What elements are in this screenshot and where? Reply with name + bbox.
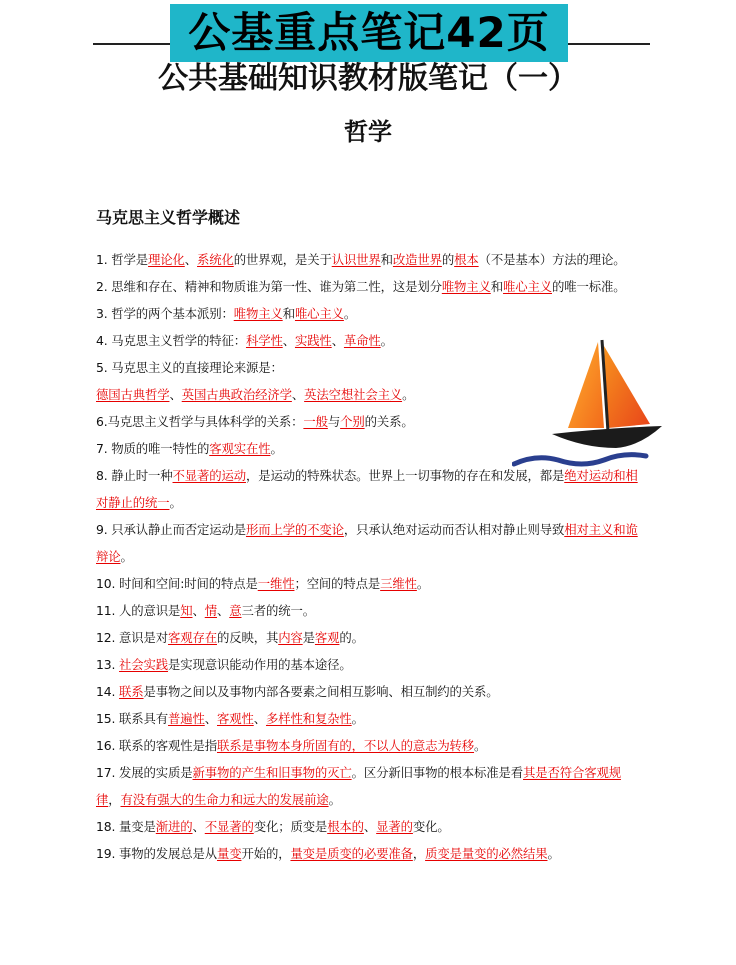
note-text: 、: [282, 333, 295, 348]
keyword-highlight: 理论化: [148, 252, 185, 267]
keyword-highlight: 联系是事物本身所固有的，不以人的意志为转移: [216, 738, 475, 753]
note-text: 、: [253, 711, 266, 726]
keyword-highlight: 量变是质变的必要准备: [290, 846, 413, 861]
note-text: 、: [169, 387, 182, 402]
keyword-highlight: 英国古典政治经济学: [181, 387, 292, 402]
note-text: 变化；质变是: [253, 819, 328, 834]
note-text: 是事物之间以及事物内部各要素之间相互影响、相互制约的关系。: [143, 684, 499, 699]
keyword-highlight: 根本的: [327, 819, 364, 834]
note-text: 。: [169, 495, 182, 510]
note-text: 的唯一标准。: [552, 279, 626, 294]
keyword-highlight: 客观实在性: [209, 441, 271, 456]
note-text: 14.: [96, 684, 120, 699]
keyword-highlight: 英法空想社会主义: [304, 387, 403, 402]
note-text: 。: [416, 576, 430, 591]
note-text: 开始的，: [241, 846, 291, 861]
note-text: 是: [302, 630, 315, 645]
note-item: [96, 597, 644, 624]
note-text: 、: [184, 252, 198, 267]
keyword-highlight: 意: [229, 603, 242, 618]
note-item: [96, 570, 644, 597]
note-text: 7. 物质的唯一特性的: [96, 441, 210, 456]
note-item: [96, 246, 644, 273]
note-text: 9. 只承认静止而否定运动是: [96, 522, 246, 537]
keyword-highlight: 唯物主义: [441, 279, 491, 294]
keyword-highlight: 唯心主义: [503, 279, 552, 294]
page-subtitle: 哲学: [344, 118, 392, 146]
keyword-highlight: 一般: [303, 414, 328, 429]
note-text: 、: [192, 819, 205, 834]
keyword-highlight: 客观: [314, 630, 340, 645]
keyword-highlight: 个别: [340, 414, 365, 429]
keyword-highlight: 科学性: [245, 333, 283, 348]
note-text: 10. 时间和空间:时间的特点是: [96, 576, 258, 591]
section-title: 马克思主义哲学概述: [96, 208, 241, 227]
note-text: 。: [328, 792, 341, 807]
note-item: [96, 624, 644, 651]
note-text: 三者的统一。: [241, 603, 315, 618]
keyword-highlight: 情: [204, 603, 217, 618]
keyword-highlight: 德国古典哲学: [96, 387, 170, 402]
note-item: [96, 651, 644, 678]
note-text: 3. 哲学的两个基本派别：: [96, 306, 234, 321]
note-text: 的: [441, 252, 455, 267]
note-item: [96, 813, 644, 840]
keyword-highlight: 唯物主义: [233, 306, 283, 321]
note-text: 、: [363, 819, 377, 834]
keyword-highlight: 其是否符合客观规律: [96, 765, 621, 807]
note-text: 13.: [96, 657, 120, 672]
note-item: [96, 678, 644, 705]
keyword-highlight: 量变: [216, 846, 242, 861]
note-text: 。: [547, 846, 560, 861]
note-item: [96, 732, 644, 759]
keyword-highlight: 改造世界: [392, 252, 442, 267]
keyword-highlight: 显著的: [376, 819, 413, 834]
note-text: 、: [291, 387, 305, 402]
note-item: [96, 300, 644, 327]
note-text: ，是运动的特殊状态。世界上一切事物的存在和发展，都是: [245, 468, 565, 483]
keyword-highlight: 绝对运动和相对静止的统一: [96, 468, 638, 510]
note-text: 15. 联系具有: [96, 711, 169, 726]
page-title: 公共基础知识教材版笔记（一）: [158, 61, 578, 96]
note-text: 。: [474, 738, 487, 753]
note-text: 。: [380, 333, 393, 348]
note-text: ，: [412, 846, 426, 861]
note-text: 、: [192, 603, 205, 618]
promo-banner: 公基重点笔记42页: [170, 4, 568, 62]
note-text: 。区分新旧事物的根本标准是看: [351, 765, 524, 780]
note-text: 是实现意识能动作用的基本途径。: [168, 657, 352, 672]
note-item: [96, 273, 644, 300]
note-text: 18. 量变是: [96, 819, 156, 834]
keyword-highlight: 普遍性: [168, 711, 205, 726]
note-text: 1. 哲学是: [96, 252, 149, 267]
note-text: 、: [204, 711, 217, 726]
note-item: [96, 840, 644, 867]
keyword-highlight: 社会实践: [119, 657, 169, 672]
note-text: 8. 静止时一种: [96, 468, 173, 483]
note-text: 的。: [339, 630, 364, 645]
keyword-highlight: 系统化: [197, 252, 234, 267]
keyword-highlight: 客观性: [217, 711, 254, 726]
note-item: [96, 516, 644, 570]
note-text: 12. 意识是对: [96, 630, 169, 645]
note-text: 。: [402, 387, 415, 402]
note-item: [96, 705, 644, 732]
note-text: 17. 发展的实质是: [96, 765, 193, 780]
keyword-highlight: 革命性: [343, 333, 381, 348]
header-rule-right: [568, 43, 650, 45]
keyword-highlight: 联系: [119, 684, 144, 699]
note-text: （不是基本）方法的理论。: [478, 252, 626, 267]
keyword-highlight: 知: [180, 603, 193, 618]
keyword-highlight: 一维性: [257, 576, 295, 591]
note-text: 与: [327, 414, 341, 429]
keyword-highlight: 有没有强大的生命力和远大的发展前途: [120, 792, 329, 807]
keyword-highlight: 客观存在: [168, 630, 217, 645]
note-text: ；空间的特点是: [294, 576, 381, 591]
note-item: [96, 759, 644, 813]
note-text: 、: [331, 333, 344, 348]
note-text: 。: [343, 306, 357, 321]
keyword-highlight: 多样性和复杂性: [265, 711, 352, 726]
header-rule-left: [93, 43, 170, 45]
note-text: ，只承认绝对运动而否认相对静止则导致: [343, 522, 565, 537]
keyword-highlight: 唯心主义: [294, 306, 344, 321]
note-text: 和: [380, 252, 393, 267]
keyword-highlight: 内容: [278, 630, 303, 645]
keyword-highlight: 认识世界: [331, 252, 381, 267]
note-text: 的反映，其: [216, 630, 279, 645]
keyword-highlight: 渐进的: [155, 819, 193, 834]
keyword-highlight: 形而上学的不变论: [245, 522, 344, 537]
note-text: 和: [490, 279, 504, 294]
note-text: 变化。: [412, 819, 450, 834]
note-text: 2. 思维和存在、精神和物质谁为第一性、谁为第二性，这是划分: [96, 279, 442, 294]
keyword-highlight: 实践性: [294, 333, 332, 348]
note-text: 的世界观，是关于: [233, 252, 332, 267]
keyword-highlight: 新事物的产生和旧事物的灭亡: [192, 765, 352, 780]
note-text: 。: [351, 711, 364, 726]
note-text: 19. 事物的发展总是从: [96, 846, 217, 861]
sailboat-icon: [512, 336, 662, 474]
keyword-highlight: 不显著的运动: [172, 468, 246, 483]
note-text: 的关系。: [364, 414, 414, 429]
note-text: ，: [108, 792, 121, 807]
note-text: 4. 马克思主义哲学的特征：: [96, 333, 246, 348]
note-text: 。: [270, 441, 283, 456]
keyword-highlight: 质变是量变的必然结果: [425, 846, 548, 861]
note-text: 5. 马克思主义的直接理论来源是：: [96, 360, 283, 375]
keyword-highlight: 根本: [454, 252, 479, 267]
note-text: 16. 联系的客观性是指: [96, 738, 217, 753]
keyword-highlight: 相对主义和诡辩论: [96, 522, 638, 564]
note-text: 、: [217, 603, 230, 618]
note-text: 和: [282, 306, 295, 321]
note-text: 。: [120, 549, 133, 564]
note-text: 11. 人的意识是: [96, 603, 181, 618]
keyword-highlight: 不显著的: [204, 819, 254, 834]
note-text: 6.马克思主义哲学与具体科学的关系：: [96, 414, 304, 429]
keyword-highlight: 三维性: [380, 576, 417, 591]
